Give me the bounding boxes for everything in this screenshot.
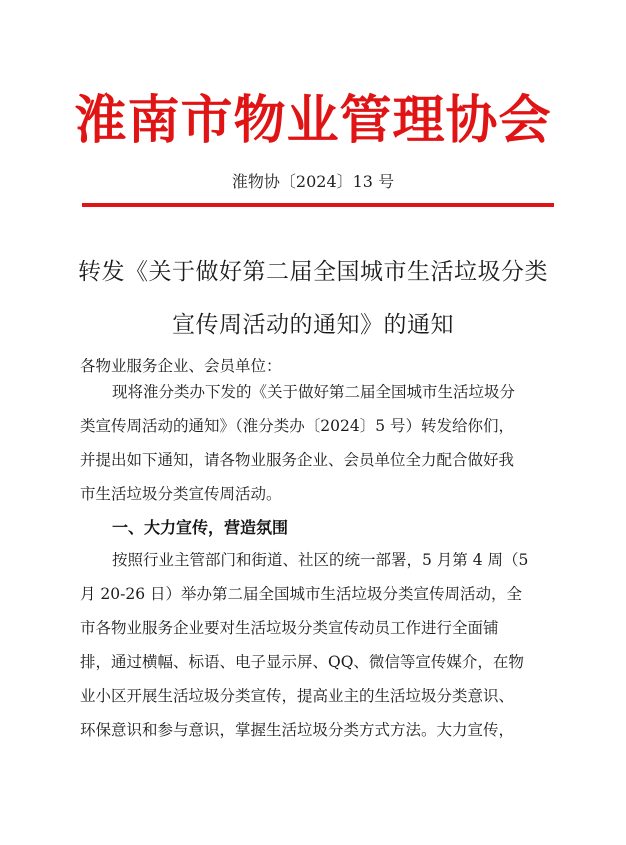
paragraph-1-line: 并提出如下通知，请各物业服务企业、会员单位全力配合做好我 xyxy=(80,451,515,469)
document-title-line-1: 转发《关于做好第二届全国城市生活垃圾分类 xyxy=(78,259,548,285)
paragraph-2-line: 环保意识和参与意识，掌握生活垃圾分类方式方法。大力宣传， xyxy=(80,721,515,739)
paragraph-2-line: 月 20-26 日）举办第二届全国城市生活垃圾分类宣传周活动，全 xyxy=(80,585,523,603)
org-name-header: 淮南市物业管理协会 xyxy=(74,90,552,151)
paragraph-2-line: 市各物业服务企业要对生活垃圾分类宣传动员工作进行全面铺 xyxy=(80,619,499,637)
salutation: 各物业服务企业、会员单位： xyxy=(80,357,282,375)
section-1-heading: 一、大力宣传，营造氛围 xyxy=(112,518,289,537)
document-number: 淮物协〔2024〕13 号 xyxy=(231,172,395,191)
paragraph-1-line: 现将淮分类办下发的《关于做好第二届全国城市生活垃圾分 xyxy=(112,383,516,401)
paragraph-2-line: 业小区开展生活垃圾分类宣传，提高业主的生活垃圾分类意识、 xyxy=(80,687,515,705)
document-title-line-2: 宣传周活动的通知》的通知 xyxy=(172,312,454,338)
paragraph-1-line: 类宣传周活动的通知》（淮分类办〔2024〕5 号）转发给你们， xyxy=(80,417,514,435)
paragraph-1-line: 市生活垃圾分类宣传周活动。 xyxy=(80,485,282,503)
paragraph-2-line: 按照行业主管部门和街道、社区的统一部署，5 月第 4 周（5 xyxy=(112,551,529,569)
paragraph-2-line: 排，通过横幅、标语、电子显示屏、QQ、微信等宣传媒介，在物 xyxy=(80,653,524,671)
red-divider-line xyxy=(82,203,554,207)
